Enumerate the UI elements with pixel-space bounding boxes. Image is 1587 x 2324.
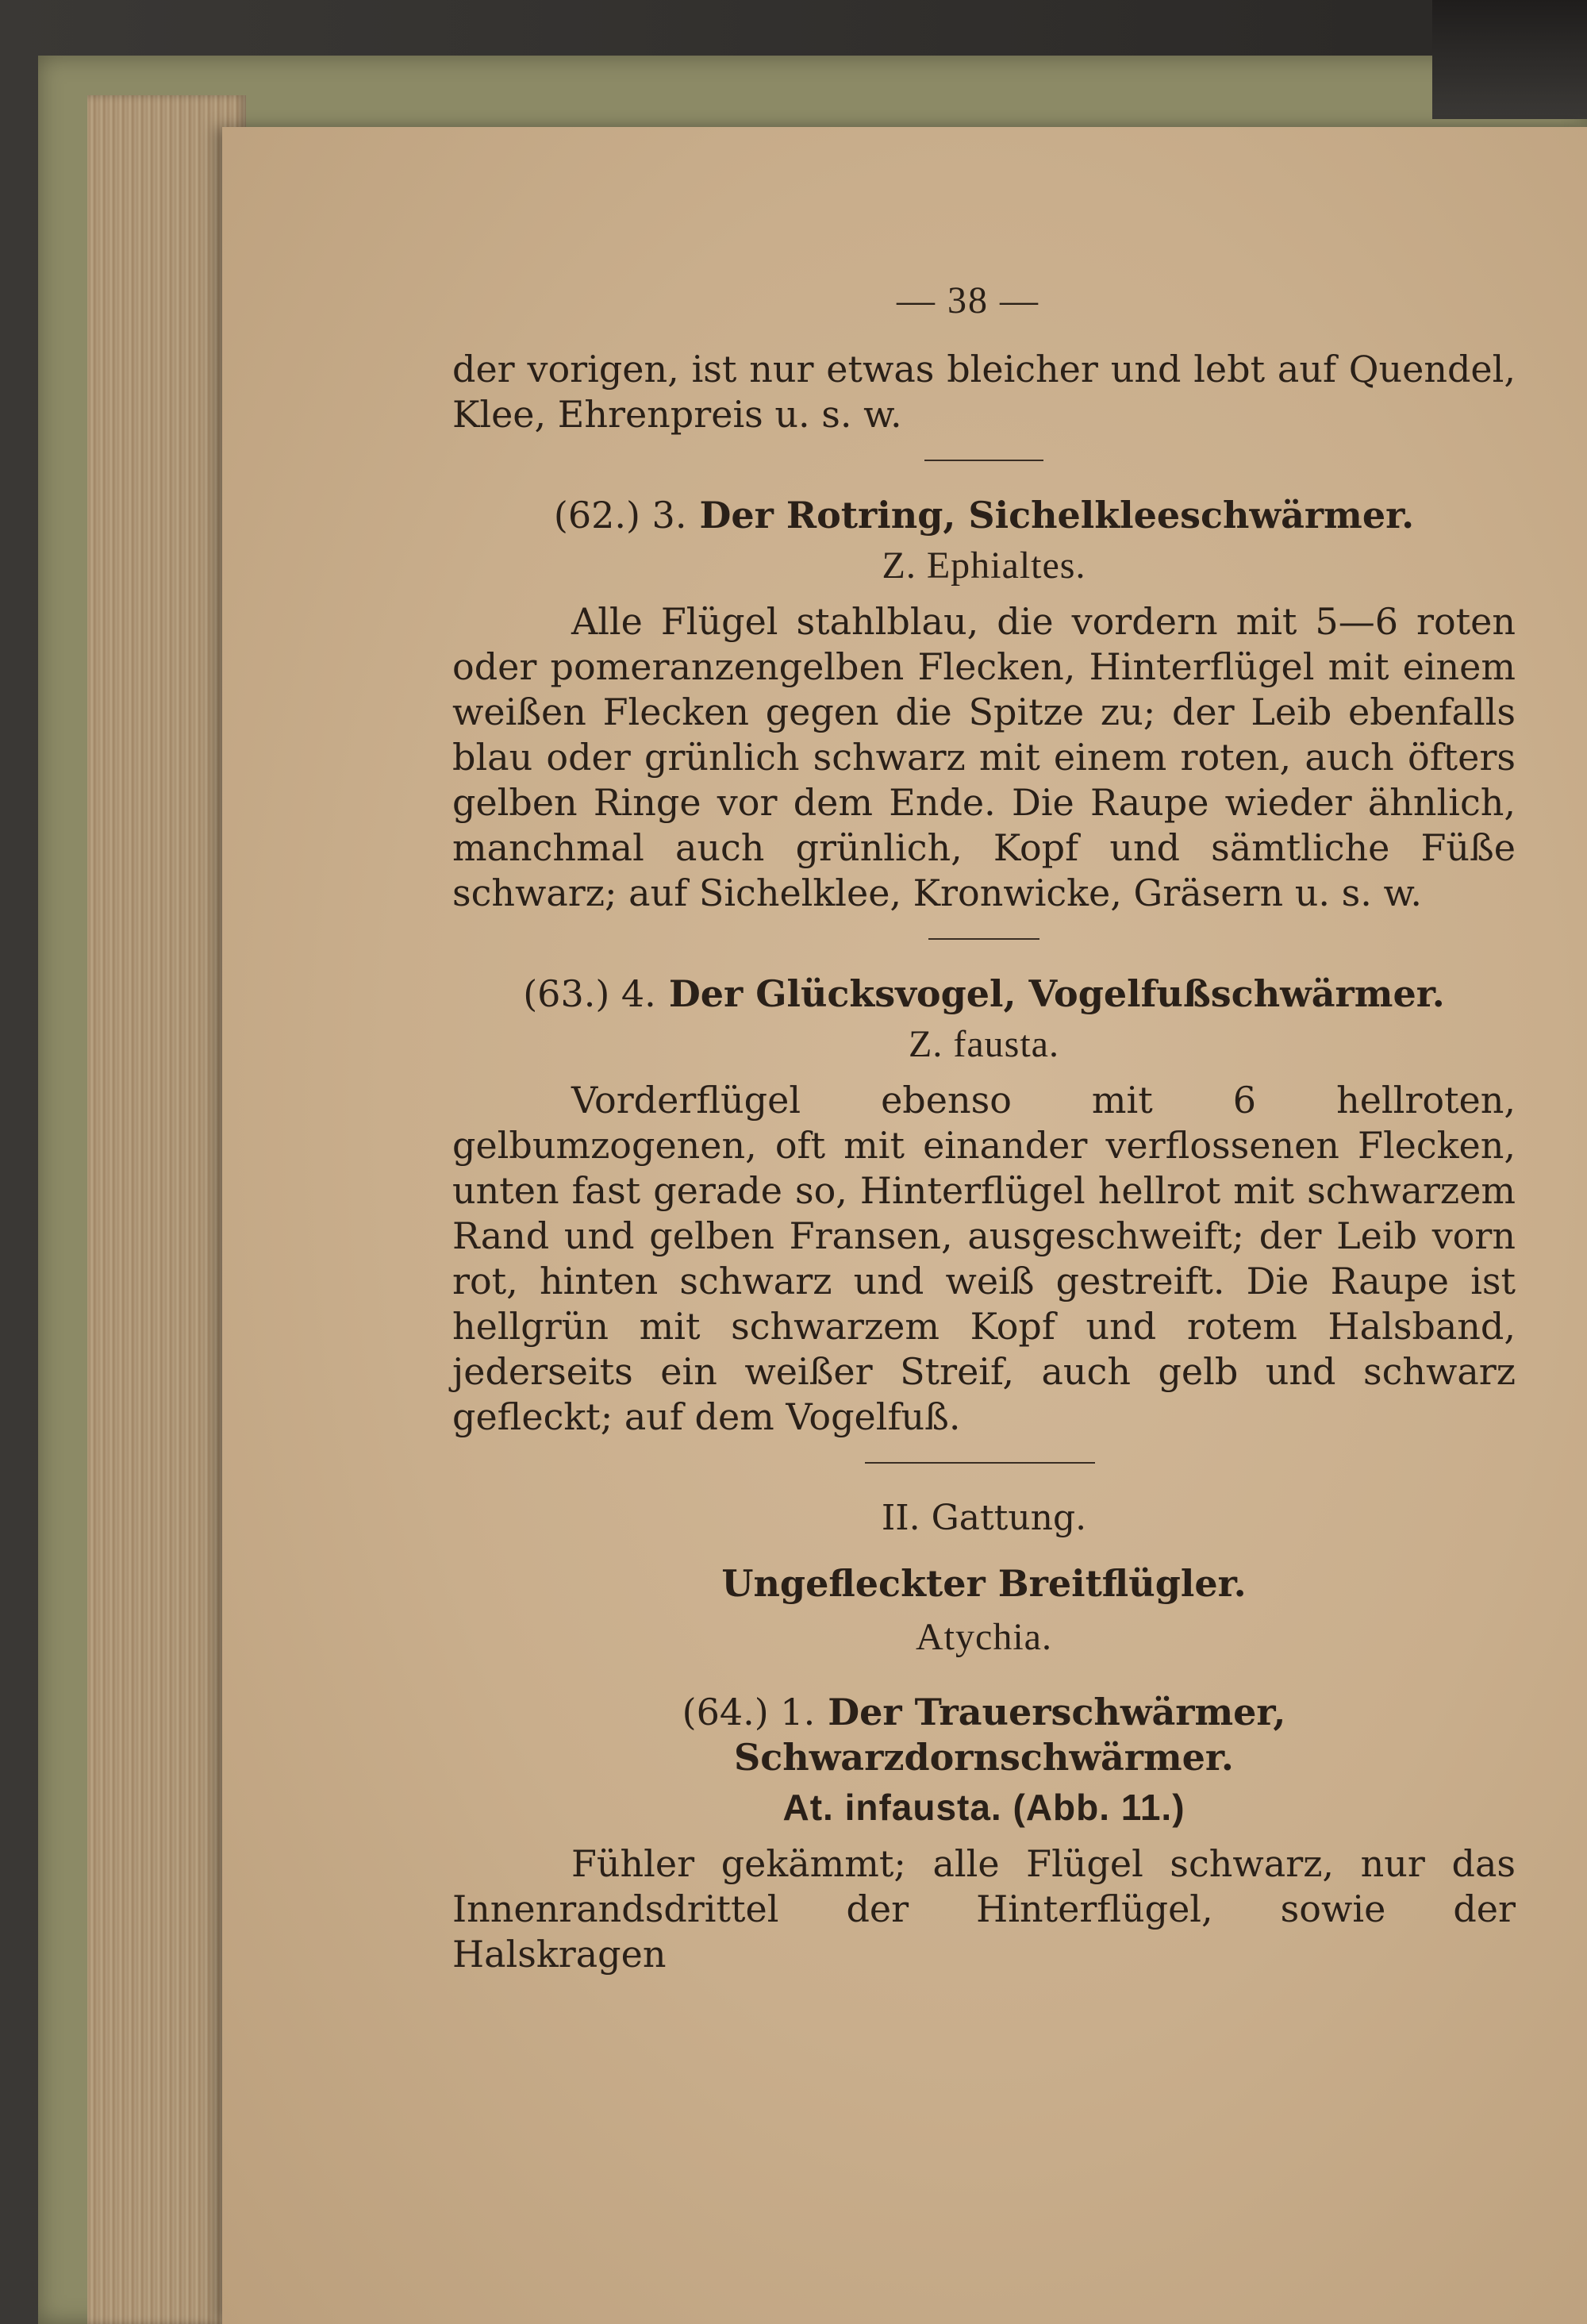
entry-heading xyxy=(452,972,1516,1017)
page-number: — 38 — xyxy=(897,279,1039,321)
separator-rule xyxy=(865,1462,1095,1464)
entry-number: (63.) 4. xyxy=(523,972,656,1015)
entry-heading xyxy=(452,1690,1516,1780)
separator-rule xyxy=(924,460,1043,461)
entry-title: Der Trauerschwärmer, Schwarzdornschwärmer. xyxy=(734,1691,1286,1779)
page-content xyxy=(452,278,1516,1977)
genus-name: Ungefleckter Breitflügler. xyxy=(721,1562,1247,1605)
entry-heading xyxy=(452,493,1516,538)
genus-label: II. Gattung. xyxy=(881,1498,1087,1538)
entry-description: Alle Flügel stahlblau, die vordern mit 5—6 roten oder pomeranzengelben Flecken, Hinterflügel mit einem weißen Flecken gegen die Spitze zu; der Leib ebenfalls blau oder grünlich schwarz mit einem roten, auch öfters gelben Ringe vor dem Ende. Die Raupe wieder ähnlich, manchmal auch grünlich, Kopf und sämtliche Füße schwarz; auf Sichelklee, Kronwicke, Gräsern u. s. w. xyxy=(452,600,1516,914)
entry-description: Vorderflügel ebenso mit 6 hellroten, gelbumzogenen, oft mit einander verflossenen Flecken, unten fast gerade so, Hinterflügel hellrot mit schwarzem Rand und gelben Fransen, ausgeschweift; der Leib vorn rot, hinten schwarz und weiß gestreift. Die Raupe ist hellgrün mit schwarzem Kopf und rotem Halsband, jederseits ein weißer Streif, auch gelb und schwarz gefleckt; auf dem Vogelfuß. xyxy=(452,1079,1516,1438)
entry-number: (62.) 3. xyxy=(553,494,687,537)
entry-latin-name: At. infausta. (Abb. 11.) xyxy=(782,1787,1185,1828)
separator-rule xyxy=(928,938,1039,940)
entry-number: (64.) 1. xyxy=(682,1691,816,1733)
spacer xyxy=(452,1671,1516,1685)
genus-latin-name: Atychia. xyxy=(916,1616,1052,1658)
entry-title: Der Glücksvogel, Vogelfußschwärmer. xyxy=(668,972,1445,1015)
entry-latin-name: Z. Ephialtes. xyxy=(882,544,1086,587)
intro-paragraph: der vorigen, ist nur etwas bleicher und lebt auf Quendel, Klee, Ehrenpreis u. s. w. xyxy=(452,348,1516,436)
entry-title: Der Rotring, Sichelkleeschwärmer. xyxy=(699,494,1415,537)
entry-description: Fühler gekämmt; alle Flügel schwarz, nur das Innenrandsdrittel der Hinterflügel, sowie der Halskragen xyxy=(452,1842,1516,1976)
entry-latin-name: Z. fausta. xyxy=(909,1023,1059,1065)
book-binding xyxy=(1432,0,1587,119)
